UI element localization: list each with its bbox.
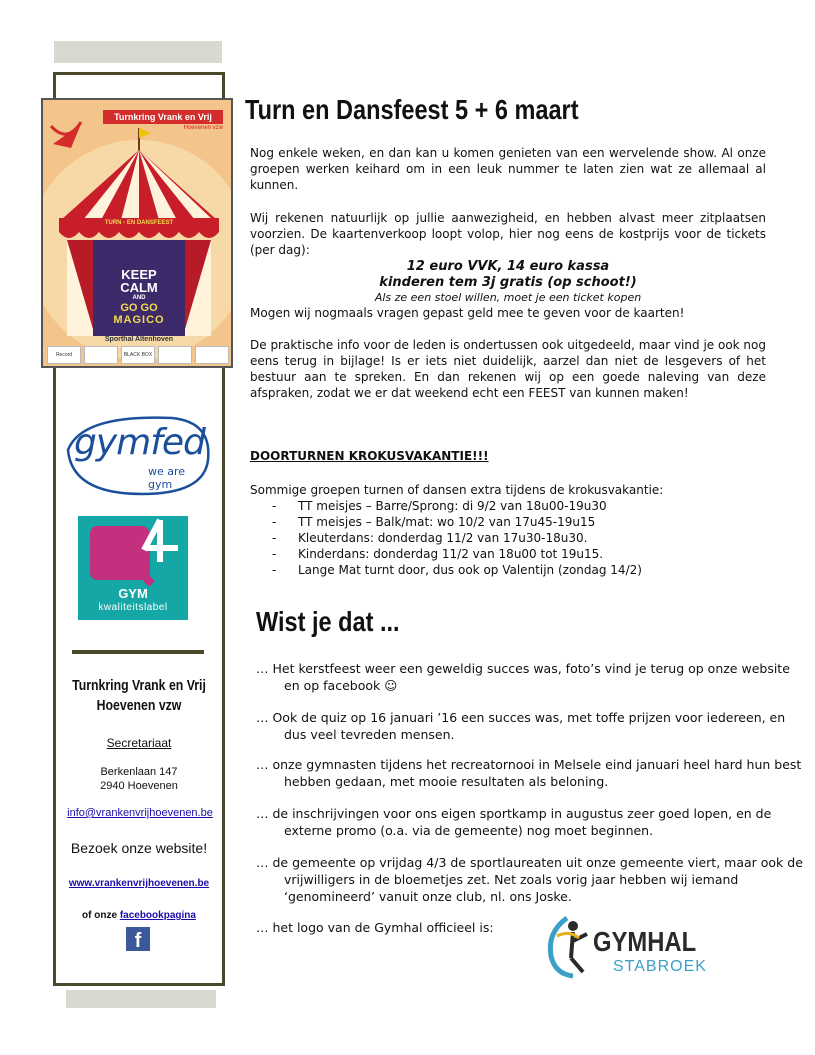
slogan-keep: KEEP	[121, 267, 157, 282]
facebook-icon[interactable]: f	[126, 927, 150, 951]
list-item: - TT meisjes – Balk/mat: wo 10/2 van 17u45-19u15	[272, 514, 642, 530]
sponsor-logo: Record	[47, 346, 81, 364]
tickets-paragraph: Wij rekenen natuurlijk op jullie aanwezigheid, en hebben alvast meer zitplaatsen voorzien. De kaartenverkoop loopt volop, hier nog eens de kostprijs voor de tickets (per dag):	[250, 211, 766, 257]
gymfed-logo	[62, 410, 212, 496]
sponsor-logo	[84, 346, 118, 364]
slogan-gogo: GO GO	[120, 302, 158, 314]
wist-item: … de inschrijvingen voor ons eigen sportkamp in augustus zeer goed lopen, en de externe promo (o.a. via de gemeente) nog moet beginnen.	[256, 806, 772, 838]
wist-item: … Ook de quiz op 16 januari ’16 een succes was, met toffe prijzen voor iedereen, en dus veel tevreden mensen.	[256, 710, 786, 742]
slogan-and: AND	[132, 295, 146, 301]
gymhal-location: STABROEK	[613, 958, 707, 975]
poster-sponsor-strip	[47, 346, 229, 364]
wist-je-dat-heading: Wist je dat ...	[256, 606, 400, 637]
list-item: - TT meisjes – Barre/Sprong: di 9/2 van 18u00-19u30	[272, 498, 642, 514]
club-name-line2: Hoevenen vzw	[96, 697, 182, 714]
krokus-heading: DOORTURNEN KROKUSVAKANTIE!!!	[250, 449, 489, 463]
list-item: - Kinderdans: donderdag 11/2 van 18u00 tot 19u15.	[272, 546, 642, 562]
gymfed-tagline: we are gym	[148, 465, 186, 491]
poster-banner: TURN - EN DANSFEEST	[104, 220, 174, 226]
price-line: 12 euro VVK, 14 euro kassa	[406, 259, 610, 274]
wist-item: … de gemeente op vrijdag 4/3 de sportlaureaten uit onze gemeente viert, maar ook de vrijwilligers in de bloemetjes zet. Net zoals vorig jaar hebben wij iemand ‘genomineerd’ vanuit onze club, nl. ons Joske.	[256, 855, 803, 904]
q4-icon	[78, 516, 188, 586]
circus-tent-illustration	[43, 100, 233, 368]
q4-gym-text: GYM	[118, 586, 148, 601]
event-poster	[41, 98, 233, 368]
sidebar-club-name	[71, 676, 207, 716]
krokus-schedule-list	[272, 498, 642, 578]
poster-slogan	[93, 268, 185, 326]
intro-paragraph: Nog enkele weken, en dan kan u komen genieten van een wervelende show. Al onze groepen werken keihard om in een leuk nummer te laten zien wat ze allemaal al kunnen.	[250, 146, 766, 192]
q4-label-text: kwaliteitslabel	[98, 602, 168, 613]
seat-note: Als ze een stoel willen, moet je een ticket kopen	[374, 291, 642, 304]
secretariaat-heading: Secretariaat	[106, 736, 172, 750]
poster-venue: Sporthal Altenhoven	[104, 336, 174, 343]
wist-item: … Het kerstfeest weer een geweldig succes was, foto’s vind je terug op onze website en op facebook ☺	[256, 661, 790, 693]
wist-item: … onze gymnasten tijdens het recreatornooi in Melsele eind januari heel hard hun best hebben gedaan, met mooie resultaten als beloning.	[256, 757, 802, 789]
facebook-line	[56, 910, 222, 921]
address	[56, 765, 222, 793]
header-bar	[54, 41, 222, 63]
sponsor-logo: BLACK BOX	[121, 346, 155, 364]
list-item: - Lange Mat turnt door, dus ook op Valentijn (zondag 14/2)	[272, 562, 642, 578]
page-title: Turn en Dansfeest 5 + 6 maart	[245, 94, 579, 125]
address-street: Berkenlaan 147	[100, 766, 178, 778]
footer-bar	[66, 990, 216, 1008]
list-item: - Kleuterdans: donderdag 11/2 van 17u30-18u30.	[272, 530, 642, 546]
sponsor-logo	[158, 346, 192, 364]
club-name-line1: Turnkring Vrank en Vrij	[72, 677, 206, 694]
gymhal-figure-icon	[543, 912, 595, 982]
slogan-calm: CALM	[120, 280, 158, 295]
wist-item: … het logo van de Gymhal officieel is:	[256, 920, 494, 935]
address-city: 2940 Hoevenen	[100, 780, 178, 792]
q4-gym-label	[78, 516, 188, 620]
sponsor-logo	[195, 346, 229, 364]
facebook-link[interactable]: facebookpagina	[119, 910, 196, 921]
email-link[interactable]: info@vrankenvrijhoevenen.be	[67, 807, 213, 819]
gymfed-wordmark: gymfed	[74, 422, 205, 463]
poster-club-name: Turnkring Vrank en Vrij	[103, 110, 223, 124]
exact-change-paragraph: Mogen wij nogmaals vragen gepast geld mee te geven voor de kaarten!	[250, 306, 685, 320]
slogan-magico: MAGICO	[113, 314, 165, 326]
krokus-intro: Sommige groepen turnen of dansen extra tijdens de krokusvakantie:	[250, 483, 664, 497]
practical-info-paragraph: De praktische info voor de leden is ondertussen ook uitgedeeld, maar vind je ook nog eens terug in bijlage! Is er iets niet duidelijk, aarzel dan niet de lesgevers of het bestuur aan te spreken. En dan rekenen wij op een goede naleving van deze afspraken, zodat we er dat weekend echt een FEEST van kunnen maken!	[250, 338, 766, 400]
visit-website-text: Bezoek onze website!	[70, 840, 208, 856]
gymhal-wordmark: GYMHAL	[593, 926, 697, 957]
sidebar-divider	[72, 650, 204, 654]
gymhal-logo	[543, 912, 707, 982]
facebook-prefix: of onze	[82, 910, 120, 921]
website-link[interactable]: www.vrankenvrijhoevenen.be	[68, 878, 210, 889]
children-price-line: kinderen tem 3j gratis (op schoot!)	[379, 275, 637, 290]
poster-club-sub: Hoevenen vzw	[183, 125, 223, 131]
